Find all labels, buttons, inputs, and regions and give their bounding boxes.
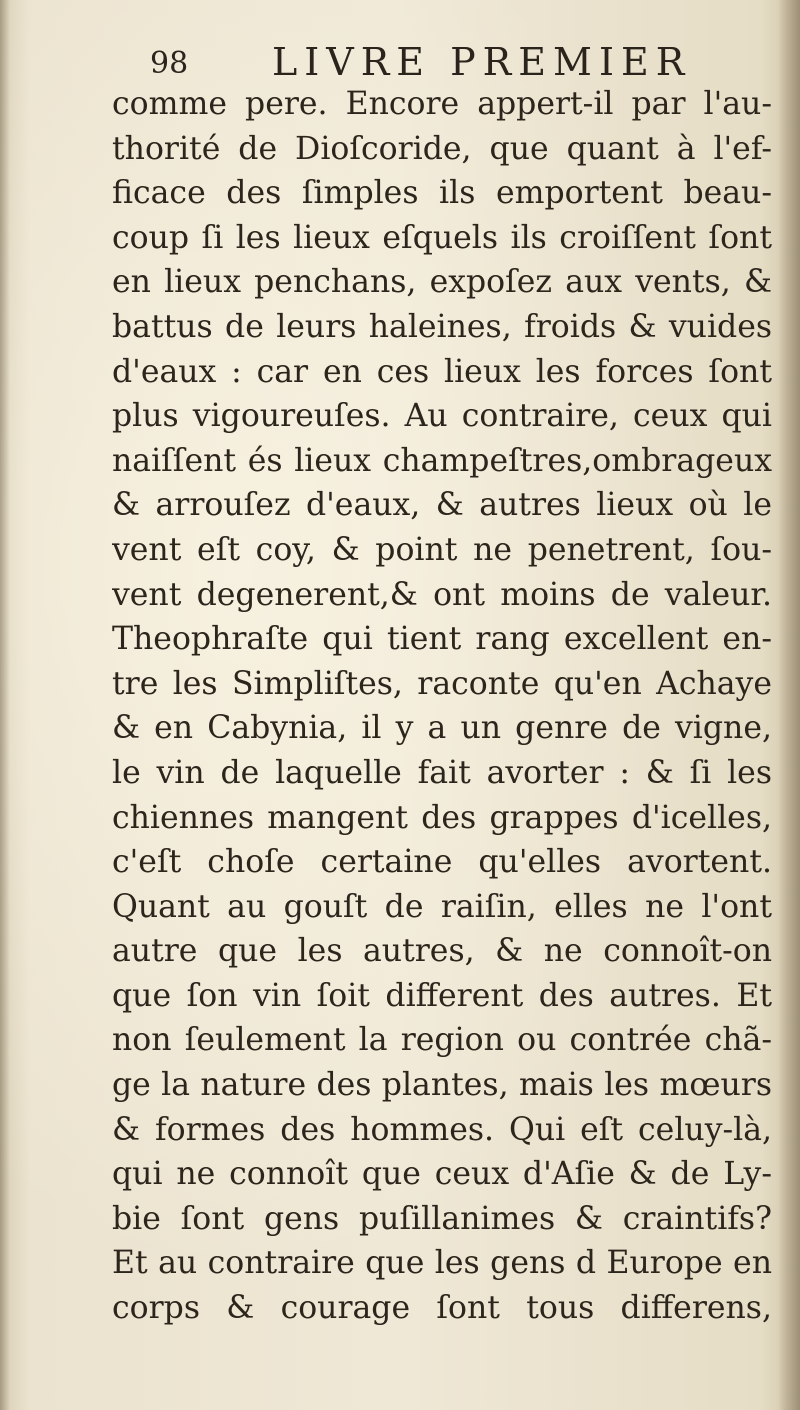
text-line: vent eſt coy, & point ne penetrent, ſou- xyxy=(112,531,772,568)
text-line: bie ſont gens puſillanimes & craintifs? xyxy=(112,1200,772,1237)
text-line: c'eſt choſe certaine qu'elles avortent. xyxy=(112,844,772,881)
text-line: chiennes mangent des grappes d'icelles, xyxy=(112,799,772,836)
text-line: naiſſent és lieux champeſtres,ombrageux xyxy=(112,442,772,479)
body-text xyxy=(112,82,772,1331)
text-line: tre les Simpliſtes, raconte qu'en Achaye xyxy=(112,665,772,702)
text-line: comme pere. Encore appert-il par l'au- xyxy=(112,86,772,122)
text-line: que ſon vin ſoit different des autres. Et xyxy=(112,977,772,1014)
text-line: & arrouſez d'eaux, & autres lieux où le xyxy=(112,487,772,524)
text-line: coup ſi les lieux eſquels ils croiſſent ſont xyxy=(112,219,772,256)
page-number: 98 xyxy=(150,46,189,81)
text-line: vent degenerent,& ont moins de valeur. xyxy=(112,576,772,613)
text-line: le vin de laquelle fait avorter : & ſi les xyxy=(112,754,772,791)
text-line: qui ne connoît que ceux d'Aſie & de Ly- xyxy=(112,1156,772,1193)
text-line: Theophraſte qui tient rang excellent en- xyxy=(112,621,772,658)
text-line: autre que les autres, & ne connoît-on xyxy=(112,933,772,970)
text-line: non ſeulement la region ou contrée chã- xyxy=(112,1022,772,1059)
text-line: & formes des hommes. Qui eſt celuy-là, xyxy=(112,1111,772,1148)
running-head: LIVRE PREMIER xyxy=(272,40,692,84)
text-line: Et au contraire que les gens d Europe en xyxy=(112,1245,772,1282)
text-line: ficace des ſimples ils emportent beau- xyxy=(112,175,772,212)
text-line: en lieux penchans, expoſez aux vents, & xyxy=(112,264,772,301)
text-line: Quant au gouſt de raiſin, elles ne l'ont xyxy=(112,888,772,925)
text-line: thorité de Dioſcoride, que quant à l'ef- xyxy=(112,130,772,167)
page-left-edge xyxy=(0,0,10,1410)
text-line: & en Cabynia, il y a un genre de vigne, xyxy=(112,710,772,747)
text-line: d'eaux : car en ces lieux les forces ſont xyxy=(112,353,772,390)
text-line: battus de leurs haleines, froids & vuides xyxy=(112,308,772,345)
page-gutter-shadow xyxy=(778,0,800,1410)
text-line: ge la nature des plantes, mais les mœurs xyxy=(112,1067,772,1104)
text-line: plus vigoureuſes. Au contraire, ceux qui xyxy=(112,398,772,435)
text-line: corps & courage ſont tous differens, xyxy=(112,1290,772,1327)
